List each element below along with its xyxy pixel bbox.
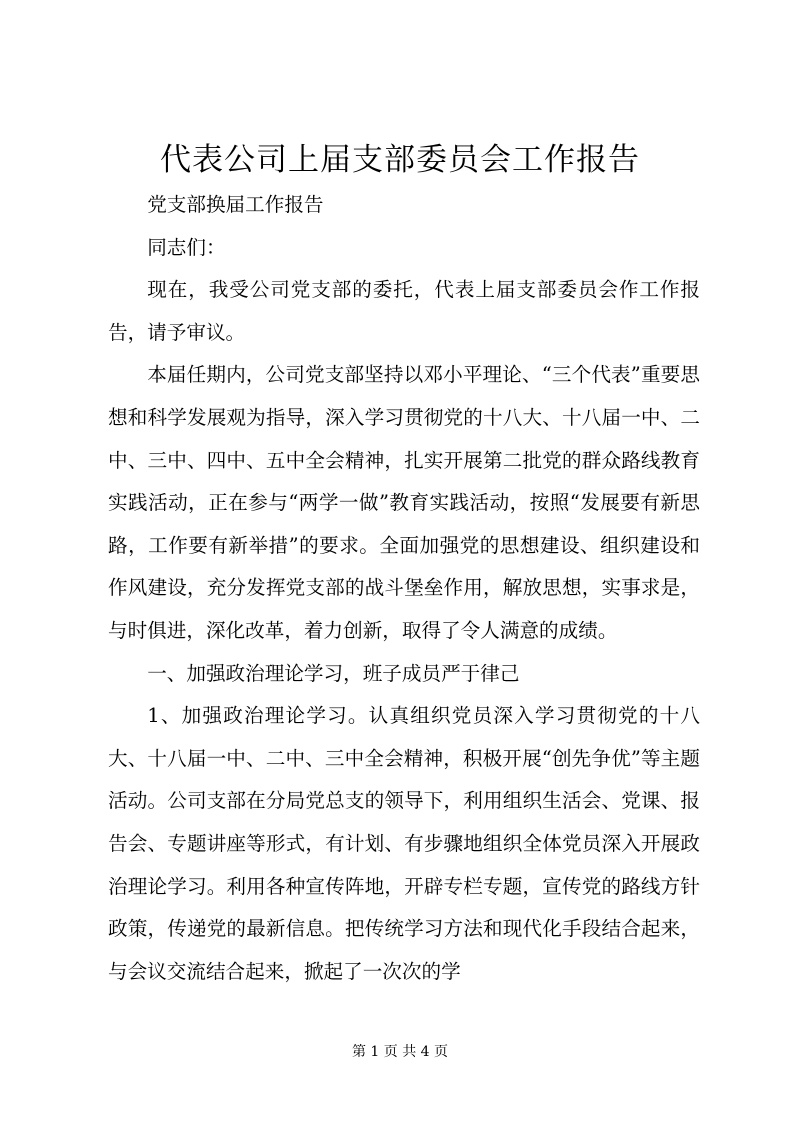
paragraph-summary: 本届任期内，公司党支部坚持以邓小平理论、“三个代表”重要思想和科学发展观为指导，深入学习贯彻党的十八大、十八届一中、二中、三中、四中、五中全会精神，扎实开展第二批党的群众路线教育实践活动，正在参与“两学一做”教育实践活动，按照“发展要有新思路，工作要有新举措”的要求。全面加强党的思想建设、组织建设和作风建设，充分发挥党支部的战斗堡垒作用，解放思想，实事求是，与时俱进，深化改革，着力创新，取得了令人满意的成绩。 <box>108 363 700 642</box>
page-footer: 第 1 页 共 4 页 <box>351 1044 449 1060</box>
document-title: 代表公司上届支部委员会工作报告 <box>160 142 640 178</box>
paragraph-salutation: 同志们： <box>147 235 226 259</box>
document-body <box>108 184 700 993</box>
paragraph-intro: 现在，我受公司党支部的委托，代表上届支部委员会作工作报告，请予审议。 <box>108 278 700 344</box>
section-heading-1: 一、加强政治理论学习，班子成员严于律己 <box>147 661 520 685</box>
paragraph-subtitle: 党支部换届工作报告 <box>147 193 324 216</box>
paragraph-study: 1、加强政治理论学习。认真组织党员深入学习贯彻党的十八大、十八届一中、二中、三中全会精神，积极开展“创先争优”等主题活动。公司支部在分局党总支的领导下，利用组织生活会、党课、报告会、专题讲座等形式，有计划、有步骤地组织全体党员深入开展政治理论学习。利用各种宣传阵地，开辟专栏专题，宣传党的路线方针政策，传递党的最新信息。把传统学习方法和现代化手段结合起来，与会议交流结合起来，掀起了一次次的学 <box>108 704 700 983</box>
